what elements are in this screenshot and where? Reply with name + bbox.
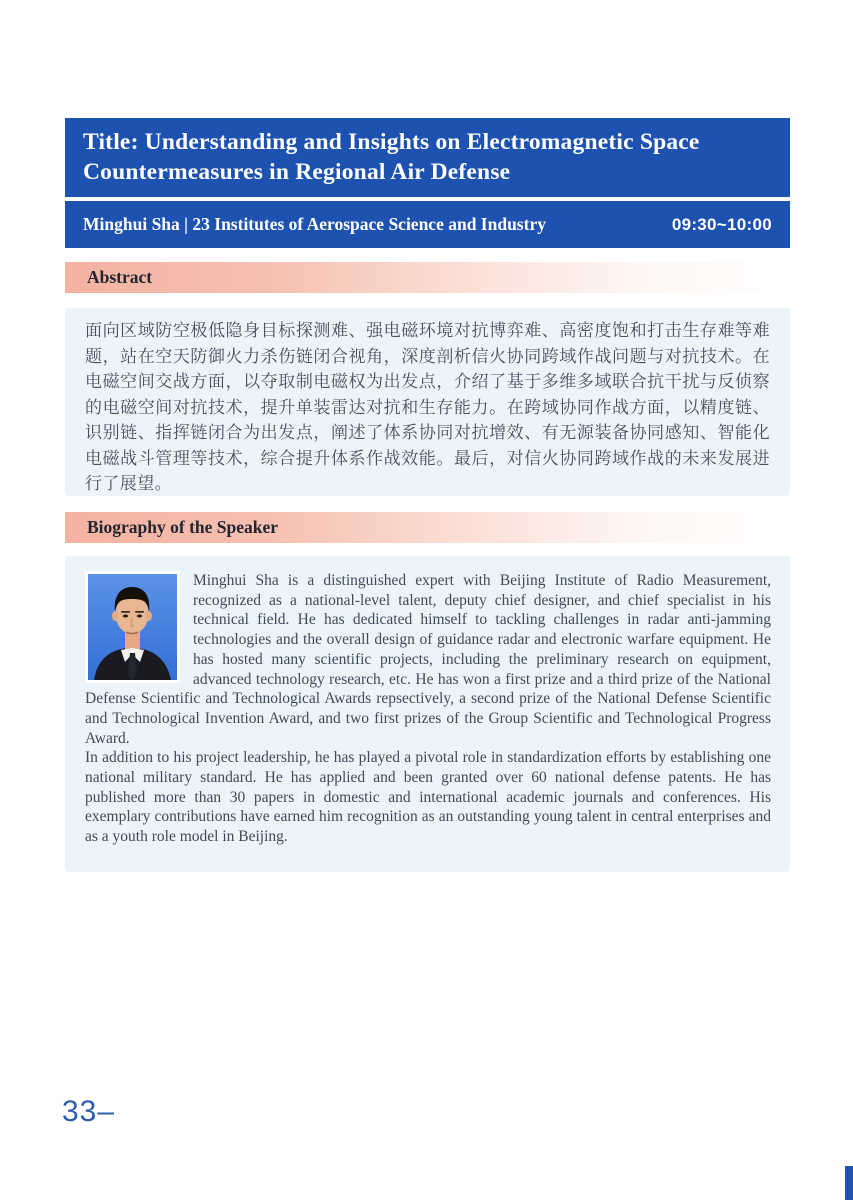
page-number: 33– — [62, 1095, 116, 1128]
session-title-block — [65, 118, 790, 197]
biography-heading — [65, 512, 790, 543]
abstract-heading-label: Abstract — [87, 267, 153, 287]
session-title: Title: Understanding and Insights on Electromagnetic Space Countermeasures in Regional Air Defense — [83, 129, 700, 185]
biography-heading-label: Biography of the Speaker — [87, 517, 279, 537]
abstract-panel — [65, 308, 790, 496]
abstract-heading — [65, 262, 790, 293]
biography-paragraph-2: In addition to his project leadership, he has played a pivotal role in standardization efforts by establishing one national military standard. He has applied and been granted over 60 national defense patents. He has published more than 30 papers in domestic and international academic journals and conferences. His exemplary contributions have earned him recognition as an outstanding young talent in central enterprises and as a youth role model in Beijing. — [85, 749, 771, 846]
speaker-portrait-illustration — [88, 574, 177, 680]
page-edge-tab — [845, 1166, 853, 1200]
speaker-name-affiliation: Minghui Sha | 23 Institutes of Aerospace Science and Industry — [83, 214, 546, 234]
biography-panel — [65, 556, 790, 872]
speaker-bar — [65, 201, 790, 248]
biography-paragraph-1: Minghui Sha is a distinguished expert with Beijing Institute of Radio Measurement, recognized as a national-level talent, deputy chief designer, and chief specialist in his technical field. He has dedicated himself to tackling challenges in radar anti-jamming technologies and the overall design of guidance radar and electronic warfare equipment. He has hosted many scientific projects, including the preliminary research on equipment, advanced technology research, etc. He has won a first prize and a third prize of the National Defense Scientific and Technological Awards repsectively, a second prize of the National Defense Scientific and Technological Invention Award, and two first prizes of the Group Scientific and Technological Progress Award. — [85, 572, 771, 747]
session-time: 09:30~10:00 — [671, 214, 772, 234]
abstract-text: 面向区域防空极低隐身目标探测难、强电磁环境对抗博弈难、高密度饱和打击生存难等难题，站在空天防御火力杀伤链闭合视角，深度剖析信火协同跨域作战问题与对抗技术。在电磁空间交战方面，以夺取制电磁权为出发点，介绍了基于多维多域联合抗干扰与反侦察的电磁空间对抗技术，提升单装雷达对抗和生存能力。在跨域协同作战方面，以精度链、识别链、指挥链闭合为出发点，阐述了体系协同对抗增效、有无源装备协同感知、智能化电磁战斗管理等技术，综合提升体系作战效能。最后，对信火协同跨域作战的未来发展进行了展望。 — [85, 321, 770, 493]
speaker-photo — [85, 571, 180, 683]
